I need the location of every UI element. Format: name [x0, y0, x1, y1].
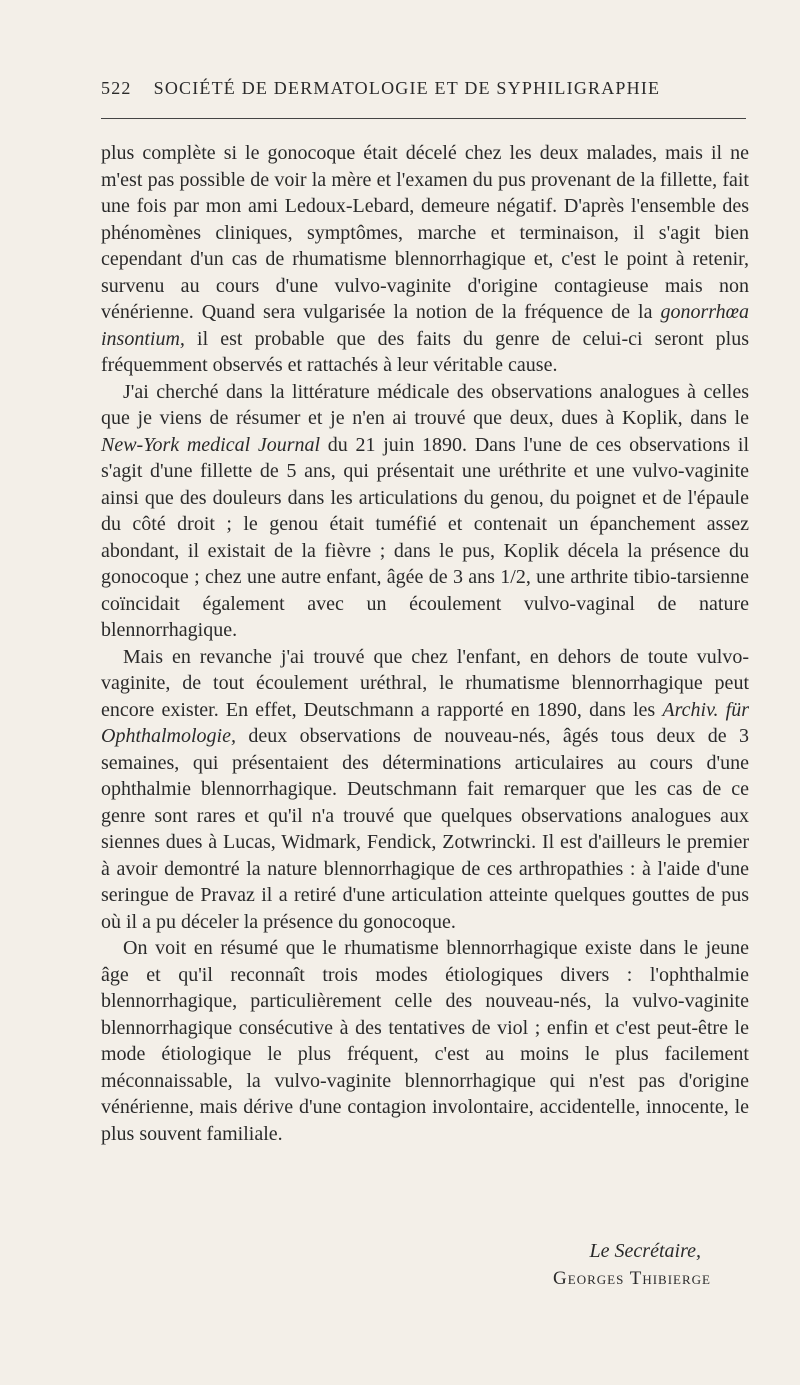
italic-journal: Archiv. für Ophthalmologie, [101, 698, 749, 747]
page-number: 522 [101, 78, 132, 98]
paragraph-4: On voit en résumé que le rhumatisme blennorrhagique existe dans le jeune âge et qu'il reconnaît trois modes étiologiques divers : l'ophthalmie blennorrhagique, particulièrement celle des nouveau-nés, la vulvo-vaginite blennorrhagique consécutive à des tentatives de viol ; enfin et c'est peut-être le mode étiologique le plus fréquent, c'est au moins le plus facilement méconnaissable, la vulvo-vaginite blennorrhagique qui n'est pas d'origine vénérienne, mais dérive d'une contagion involontaire, accidentelle, innocente, le plus souvent familiale. [101, 937, 749, 1145]
signature-role: Le Secrétaire, [589, 1240, 701, 1262]
body-text [101, 140, 749, 1147]
header-rule [101, 118, 746, 119]
running-header [101, 78, 746, 99]
italic-journal: New-York medical Journal [101, 433, 321, 456]
paragraph-3: Mais en revanche j'ai trouvé que chez l'enfant, en dehors de toute vulvo-vaginite, de tout écoulement uréthral, le rhumatisme blennorrhagique peut encore exister. En effet, Deutschmann a rapporté en 1890, dans les Archiv. für Ophthalmologie, deux observations de nouveau-nés, âgés tous deux de 3 semaines, qui présentaient des déterminations articulaires au cours d'une ophthalmie blennorrhagique. Deutschmann fait remarquer que les cas de ce genre sont rares et qu'il n'a trouvé que quelques observations analogues aux siennes dues à Lucas, Widmark, Fendick, Zotwrincki. Il est d'ailleurs le premier à avoir demontré la nature blennorrhagique de ces arthropathies : à l'aide d'une seringue de Pravaz il a retiré d'une articulation atteinte quelques gouttes de pus où il a pu déceler la présence du gonocoque. [101, 645, 749, 933]
italic-term: gonorrhœa insontium, [101, 301, 749, 350]
signature-name: Georges Thibierge [553, 1268, 711, 1289]
paragraph-2: J'ai cherché dans la littérature médicale des observations analogues à celles que je viens de résumer et je n'en ai trouvé que deux, dues à Koplik, dans le New-York medical Journal du 21 juin 1890. Dans l'une de ces observations il s'agit d'une fillette de 5 ans, qui présentait une uréthrite et une vulvo-vaginite ainsi que des douleurs dans les articulations du genou, du poignet et de l'épaule du côté droit ; le genou était tuméfié et contenait un épanchement assez abondant, il existait de la fièvre ; dans le pus, Koplik décela la présence du gonocoque ; chez une autre enfant, âgée de 3 ans 1/2, une arthrite tibio-tarsienne coïncidait également avec un écoulement vulvo-vaginal de nature blennorrhagique. [101, 380, 750, 641]
paragraph-1: plus complète si le gonocoque était décelé chez les deux malades, mais il ne m'est pas possible de voir la mère et l'examen du pus provenant de la fillette, fait une fois par mon ami Ledoux-Lebard, demeure négatif. D'après l'ensemble des phénomènes cliniques, symptômes, marche et terminaison, il s'agit bien cependant d'un cas de rhumatisme blennorrhagique et, c'est le point à retenir, survenu au cours d'une vulvo-vaginite d'origine contagieuse mais non vénérienne. Quand sera vulgarisée la notion de la fréquence de la gonorrhœa insontium, il est probable que des faits du genre de celui-ci seront plus fréquemment observés et rattachés à leur véritable cause. [101, 142, 749, 376]
running-title: SOCIÉTÉ DE DERMATOLOGIE ET DE SYPHILIGRAPHIE [153, 78, 661, 98]
